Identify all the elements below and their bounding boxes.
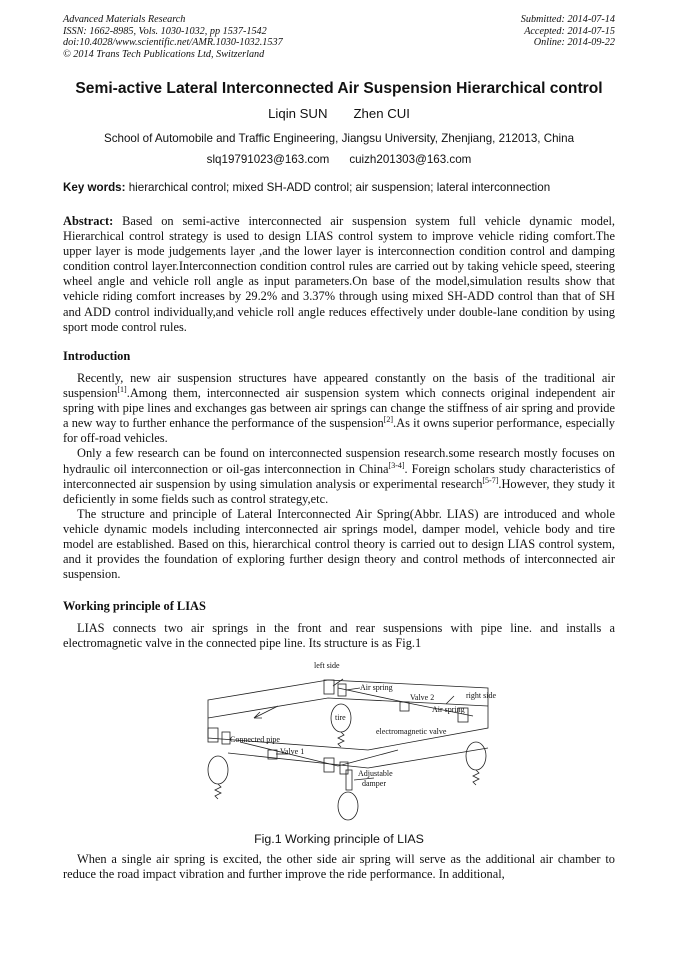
keywords-text: hierarchical control; mixed SH-ADD control; air suspension; lateral interconnection [125,181,551,194]
wheel-spring-icon [473,770,479,785]
working-p2-text: When a single air spring is excited, the other side air spring will serve as the additional air chamber to reduce the road impact vibration and further improve the ride performance. In additional, [63,852,615,882]
introduction-body [63,371,615,582]
affiliation: School of Automobile and Traffic Engineering, Jiangsu University, Zhenjiang, 212013, China [103,132,575,145]
working-paragraph-2 [63,852,615,882]
intro-p1-text-c: .As it owns superior performance, especially for off-road vehicles. [63,416,616,446]
label-electromagnetic-valve: electromagnetic valve [376,727,447,736]
author-1: Liqin SUN [268,106,328,121]
submitted-date: Submitted: 2014-07-14 [520,14,615,25]
publication-info [63,14,283,60]
email-1: slq19791023@163.com [206,153,330,166]
adjustable-damper-icon [346,770,352,790]
tire-icon [338,792,358,820]
tire-icon [208,756,228,784]
intro-p2-text-a: Only a few research can be found on interconnected suspension research.some research mostly focuses on hydraulic oil interconnection or oil-gas interconnection in China [63,446,615,476]
intro-p2-text-c: .However, they study it deficiently in some fields such as control strategy,etc. [63,476,615,506]
label-connected-pipe: Connected pipe [230,735,280,744]
working-p1-text: LIAS connects two air springs in the front and rear suspensions with pipe line. and installs a electromagnetic valve in the connected pipe line. Its structure is as Fig.1 [63,621,615,651]
keywords [63,181,615,194]
doi-line: doi:10.4028/www.scientific.net/AMR.1030-1032.1537 [63,37,283,49]
label-left-side: left side [314,661,340,670]
intro-paragraph-1 [63,371,615,446]
intro-p1-text-a: Recently, new air suspension structures have appeared constantly on the basis of the traditional air suspension [63,371,615,401]
label-valve-1: Valve 1 [280,747,305,756]
label-adjustable: Adjustable [358,769,393,778]
paper-title: Semi-active Lateral Interconnected Air Suspension Hierarchical control [75,80,603,97]
label-air-spring-2: Air spring [432,705,465,714]
copyright-line: © 2014 Trans Tech Publications Ltd, Switzerland [63,48,265,60]
intro-p2-text-b: . Foreign scholars study characteristics of interconnected air suspension by using simulation analysis or experimental research [63,461,616,491]
citation: [2] [383,415,394,425]
tire-icon [466,742,486,770]
lias-structure-diagram [188,658,508,828]
leader-line [346,688,360,690]
online-date: Online: 2014-09-22 [533,37,615,49]
wheel-spring-icon [215,784,221,799]
air-spring-icon [338,684,346,696]
frame-lower-line [228,748,488,768]
label-valve-2: Valve 2 [410,693,435,702]
citation: [3-4] [388,460,405,470]
air-spring-icon [222,732,230,744]
figure-caption: Fig.1 Working principle of LIAS [254,832,424,846]
abstract-text: Based on semi-active interconnected air suspension system full vehicle dynamic model, Hierarchical control strategy is used to design LIAS control system to improve vehicle riding comfort.The upper layer is mode judgements layer ,and the lower layer is interconnection condition control and damping condition control layer.Interconnection condition control rules are carried out by taking vehicle speed, steering wheel angle and vehicle roll angle as input parameters.On base of the model,simulation results show that vehicle riding comfort increases by 29.2% and 3.37% through using mixed SH-ADD control than that of SH and ADD control individually,and vehicle roll angle reduces effectively under double-lane condition by using sport mode control rules. [63,214,615,334]
label-tire: tire [335,713,346,722]
introduction-heading: Introduction [63,349,131,363]
accepted-date: Accepted: 2014-07-15 [524,25,615,37]
label-air-spring-1: Air spring [360,683,393,692]
issn-line: ISSN: 1662-8985, Vols. 1030-1032, pp 1537-1542 [63,25,267,37]
citation: [1] [117,385,127,395]
label-damper: damper [362,779,386,788]
abstract-label: Abstract: [63,214,114,228]
emails [0,153,678,166]
journal-name: Advanced Materials Research [63,14,186,25]
authors [0,106,678,121]
intro-paragraph-3: The structure and principle of Lateral Interconnected Air Spring(Abbr. LIAS) are introduced and whole vehicle dynamic models including interconnected air springs model, damper model, vehicle body and tire model are established. Based on this, hierarchical control theory is carried out to design LIAS control system, and it provides the foundation of exploring further design theory and control methods of interconnected air suspension. [63,506,615,582]
air-spring-icon [208,728,218,742]
author-2: Zhen CUI [353,106,410,121]
wheel-spring-icon [338,732,344,747]
intro-paragraph-2 [63,446,615,506]
label-right-side: right side [466,691,496,700]
citation: [5-7] [482,475,499,485]
dates-info [521,14,615,49]
intro-p1-text-b: .Among them, interconnected air suspension system which connects original independent air spring with pipe lines and exchanges gas between air springs can change the stiffness of air spring and provide a new way to further enhance the performance of the suspension [63,386,615,431]
air-spring-icon [324,680,334,694]
keywords-label: Key words: [63,181,126,194]
working-paragraph-1 [63,621,615,651]
email-2: cuizh201303@163.com [349,153,472,166]
valve-2-icon [400,702,409,711]
leader-line [446,696,454,704]
direction-arrow [254,706,278,718]
abstract [63,214,615,335]
working-principle-heading: Working principle of LIAS [63,599,206,613]
